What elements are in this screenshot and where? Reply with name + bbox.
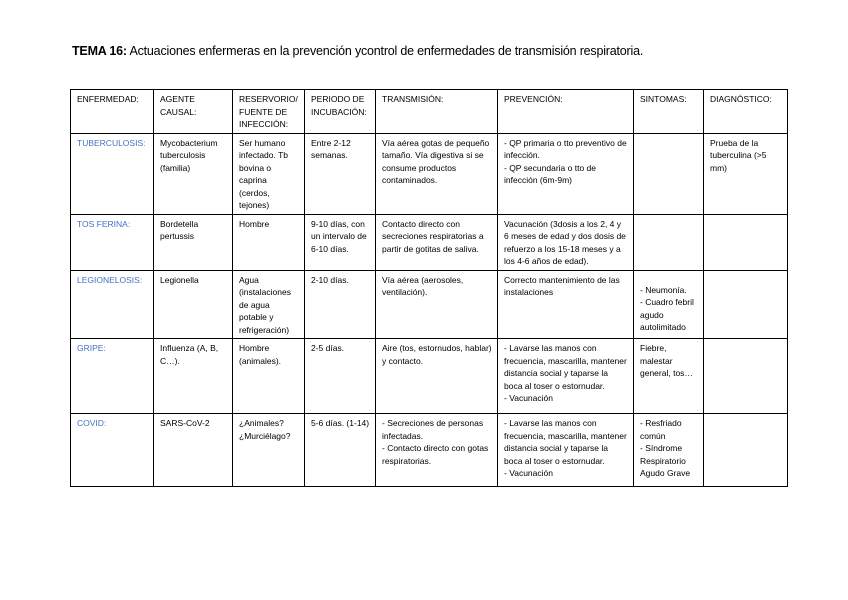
diagnosis-cell bbox=[704, 214, 788, 270]
agent-cell: Influenza (A, B, C…). bbox=[154, 339, 233, 414]
reservoir-cell: Ser humano infectado. Tb bovina o caprina (cerdos, tejones) bbox=[233, 133, 305, 214]
header-transmision: TRANSMISIÓN: bbox=[376, 90, 498, 134]
transmission-cell bbox=[376, 133, 498, 214]
cell-line: Correcto mantenimiento de las instalaciones bbox=[504, 274, 620, 297]
prevention-cell bbox=[498, 214, 634, 270]
cell-line: - Vacunación bbox=[504, 468, 553, 478]
disease-cell: COVID: bbox=[71, 414, 154, 487]
cell-line: - Secreciones de personas infectadas. bbox=[382, 418, 484, 441]
table-row bbox=[71, 133, 788, 214]
transmission-cell bbox=[376, 214, 498, 270]
header-periodo-incubacion: PERIODO DE INCUBACIÓN: bbox=[305, 90, 376, 134]
incubation-cell: 2-10 días. bbox=[305, 270, 376, 339]
cell-line: Fiebre, malestar general, tos… bbox=[640, 343, 693, 378]
incubation-cell: 5-6 días. (1-14) bbox=[305, 414, 376, 487]
prevention-cell bbox=[498, 414, 634, 487]
disease-cell: LEGIONELOSIS: bbox=[71, 270, 154, 339]
title-text: Actuaciones enfermeras en la prevención ycontrol de enfermedades de transmisión respiratoria. bbox=[126, 44, 644, 58]
reservoir-cell: Hombre (animales). bbox=[233, 339, 305, 414]
symptoms-cell bbox=[634, 270, 704, 339]
cell-line: - Lavarse las manos con frecuencia, mascarilla, mantener distancia social y taparse la boca al toser o estornudar. bbox=[504, 343, 627, 391]
table-row bbox=[71, 214, 788, 270]
transmission-cell bbox=[376, 339, 498, 414]
table-row bbox=[71, 339, 788, 414]
symptoms-cell bbox=[634, 414, 704, 487]
table-row bbox=[71, 414, 788, 487]
prevention-cell bbox=[498, 270, 634, 339]
symptoms-cell bbox=[634, 133, 704, 214]
prevention-cell bbox=[498, 133, 634, 214]
incubation-cell: 9-10 días, con un intervalo de 6-10 días. bbox=[305, 214, 376, 270]
cell-line: Vacunación (3dosis a los 2, 4 y 6 meses de edad y dos dosis de refuerzo a los 15-18 meses y a los 4-6 años de edad). bbox=[504, 218, 626, 266]
agent-cell: Bordetella pertussis bbox=[154, 214, 233, 270]
cell-line: - QP secundaria o tto de infección (6m-9m) bbox=[504, 162, 596, 185]
cell-line: - Síndrome Respiratorio Agudo Grave bbox=[640, 443, 691, 478]
cell-line: - QP primaria o tto preventivo de infección. bbox=[504, 137, 627, 160]
cell-line: - Contacto directo con gotas respiratorias. bbox=[382, 443, 489, 466]
cell-line: - Vacunación bbox=[504, 393, 553, 403]
incubation-cell: Entre 2-12 semanas. bbox=[305, 133, 376, 214]
incubation-cell: 2-5 días. bbox=[305, 339, 376, 414]
symptoms-cell bbox=[634, 214, 704, 270]
diagnosis-cell: Prueba de la tuberculina (>5 mm) bbox=[704, 133, 788, 214]
table-header-row bbox=[71, 90, 788, 134]
page-title bbox=[72, 44, 643, 58]
cell-line: - Lavarse las manos con frecuencia, mascarilla, mantener distancia social y taparse la boca al toser o estornudar. bbox=[504, 418, 627, 466]
agent-cell: Mycobacterium tuberculosis (familia) bbox=[154, 133, 233, 214]
cell-line: - Resfriado común bbox=[640, 418, 682, 441]
diagnosis-cell bbox=[704, 270, 788, 339]
header-sintomas: SINTOMAS: bbox=[634, 90, 704, 134]
agent-cell: Legionella bbox=[154, 270, 233, 339]
header-reservorio: RESERVORIO/ FUENTE DE INFECCIÓN: bbox=[233, 90, 305, 134]
disease-cell: TOS FERINA: bbox=[71, 214, 154, 270]
transmission-cell bbox=[376, 270, 498, 339]
cell-line: Aire (tos, estornudos, hablar) y contacto. bbox=[382, 343, 492, 366]
disease-table bbox=[70, 89, 788, 487]
diagnosis-cell bbox=[704, 339, 788, 414]
table-row bbox=[71, 270, 788, 339]
reservoir-cell: ¿Animales? ¿Murciélago? bbox=[233, 414, 305, 487]
header-diagnostico: DIAGNÓSTICO: bbox=[704, 90, 788, 134]
transmission-cell bbox=[376, 414, 498, 487]
header-prevencion: PREVENCIÓN: bbox=[498, 90, 634, 134]
symptoms-cell bbox=[634, 339, 704, 414]
cell-line: Vía aérea (aerosoles, ventilación). bbox=[382, 274, 464, 297]
cell-line: - Neumonía. bbox=[640, 284, 687, 295]
cell-line: Contacto directo con secreciones respiratorias a partir de gotitas de saliva. bbox=[382, 218, 484, 254]
title-prefix: TEMA 16: bbox=[72, 44, 127, 58]
agent-cell: SARS-CoV-2 bbox=[154, 414, 233, 487]
reservoir-cell: Agua (instalaciones de agua potable y refrigeración) bbox=[233, 270, 305, 339]
header-enfermedad: ENFERMEDAD: bbox=[71, 90, 154, 134]
prevention-cell bbox=[498, 339, 634, 414]
cell-line: - Cuadro febril agudo autolimitado bbox=[640, 297, 694, 332]
cell-line: Vía aérea gotas de pequeño tamaño. Vía digestiva si se consume productos contaminados. bbox=[382, 137, 490, 185]
disease-cell: TUBERCULOSIS: bbox=[71, 133, 154, 214]
header-agente-causal: AGENTE CAUSAL: bbox=[154, 90, 233, 134]
disease-cell: GRIPE: bbox=[71, 339, 154, 414]
diagnosis-cell bbox=[704, 414, 788, 487]
reservoir-cell: Hombre bbox=[233, 214, 305, 270]
table-body bbox=[71, 133, 788, 487]
